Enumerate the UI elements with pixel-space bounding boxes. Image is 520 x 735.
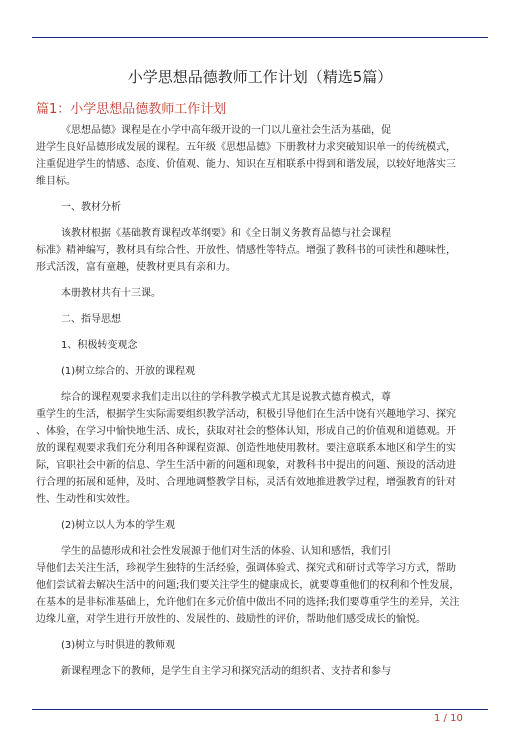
subheading: (3)树立与时俱进的教师观 [61,640,176,651]
section-heading: 篇1：小学思想品德教师工作计划 [36,102,227,117]
paragraph-line: 际，官职社会中新的信息、学生生活中新的问题和现象，对教科书中提出的问题、预设的活动进 [36,460,456,471]
paragraph-line: 他们尝试着去解决生活中的问题;我们要关注学生的健康成长，就要尊重他们的权利和个性发展， [36,580,460,591]
header-rule [32,37,488,38]
paragraph-line: 行合理的拓展和延伸，及时、合理地调整教学目标，灵活有效地推进教学过程，增强教育的针对 [36,477,456,488]
document-body [36,122,484,680]
page-number: 1 / 10 [434,713,463,724]
paragraph-line: 维目标。 [36,176,76,187]
paragraph-line: 学生的品德形成和社会性发展源于他们对生活的体验、认知和感悟，我们引 [61,546,391,557]
subheading: 1、积极转变观念 [61,340,138,351]
paragraph-line: 《思想品德》课程是在小学中高年级开设的一门以儿童社会生活为基础，促 [61,125,391,136]
paragraph-line: 综合的课程观要求我们走出以往的学科教学模式尤其是说教式德育模式，尊 [61,392,391,403]
paragraph-line: 进学生良好品德形成发展的课程。五年级《思想品德》下册教材力求突破知识单一的传统模式， [36,142,456,153]
heading-guiding: 二、指导思想 [61,314,121,325]
paragraph-line: 放的课程观要求我们充分利用各种课程资源、创造性地使用教材。要注意联系本地区和学生的实 [36,443,456,454]
paragraph-line: 该教材根据《基础教育课程改革纲要》和《全日制义务教育品德与社会课程 [61,228,391,239]
paragraph-line: 标准》精神编写，教材具有综合性、开放性、情感性等特点。增强了教科书的可读性和趣味性， [36,245,456,256]
paragraph: 本册教材共有十三课。 [61,288,161,299]
footer-rule [32,709,488,710]
paragraph-line: 边缘儿童，对学生进行开放性的、发展性的、鼓励性的评价，帮助他们感受成长的愉悦。 [36,614,426,625]
subheading: (1)树立综合的、开放的课程观 [61,366,196,377]
paragraph [36,543,484,628]
paragraph-line: 性、生动性和实效性。 [36,494,136,505]
heading-materials: 一、教材分析 [61,202,121,213]
paragraph-line: 、体验，在学习中愉快地生活、成长，获取对社会的整体认知，形成自己的价值观和道德观。开 [36,426,456,437]
subheading: (2)树立以人为本的学生观 [61,520,176,531]
paragraph-line: 导他们去关注生活，珍视学生独特的生活经验，强调体验式、探究式和研讨式等学习方式，帮助 [36,563,456,574]
paragraph-line: 注重促进学生的情感、态度、价值观、能力、知识在互相联系中得到和谐发展，以较好地落实三 [36,159,456,170]
paragraph-line: 在基本的是非标准基础上，允许他们在多元价值中做出不同的选择;我们要尊重学生的差异，关注 [36,597,460,608]
paragraph: 新课程理念下的教师，是学生自主学习和探究活动的组织者、支持者和参与 [61,666,391,677]
document-title: 小学思想品德教师工作计划（精选5篇） [127,68,393,86]
paragraph [36,389,484,508]
paragraph [36,225,484,276]
paragraph [36,122,484,190]
paragraph-line: 形式活泼，富有童趣，使教材更具有亲和力。 [36,262,236,273]
paragraph-line: 重学生的生活，根据学生实际需要组织教学活动，积极引导他们在生活中饶有兴趣地学习、探究 [36,409,456,420]
